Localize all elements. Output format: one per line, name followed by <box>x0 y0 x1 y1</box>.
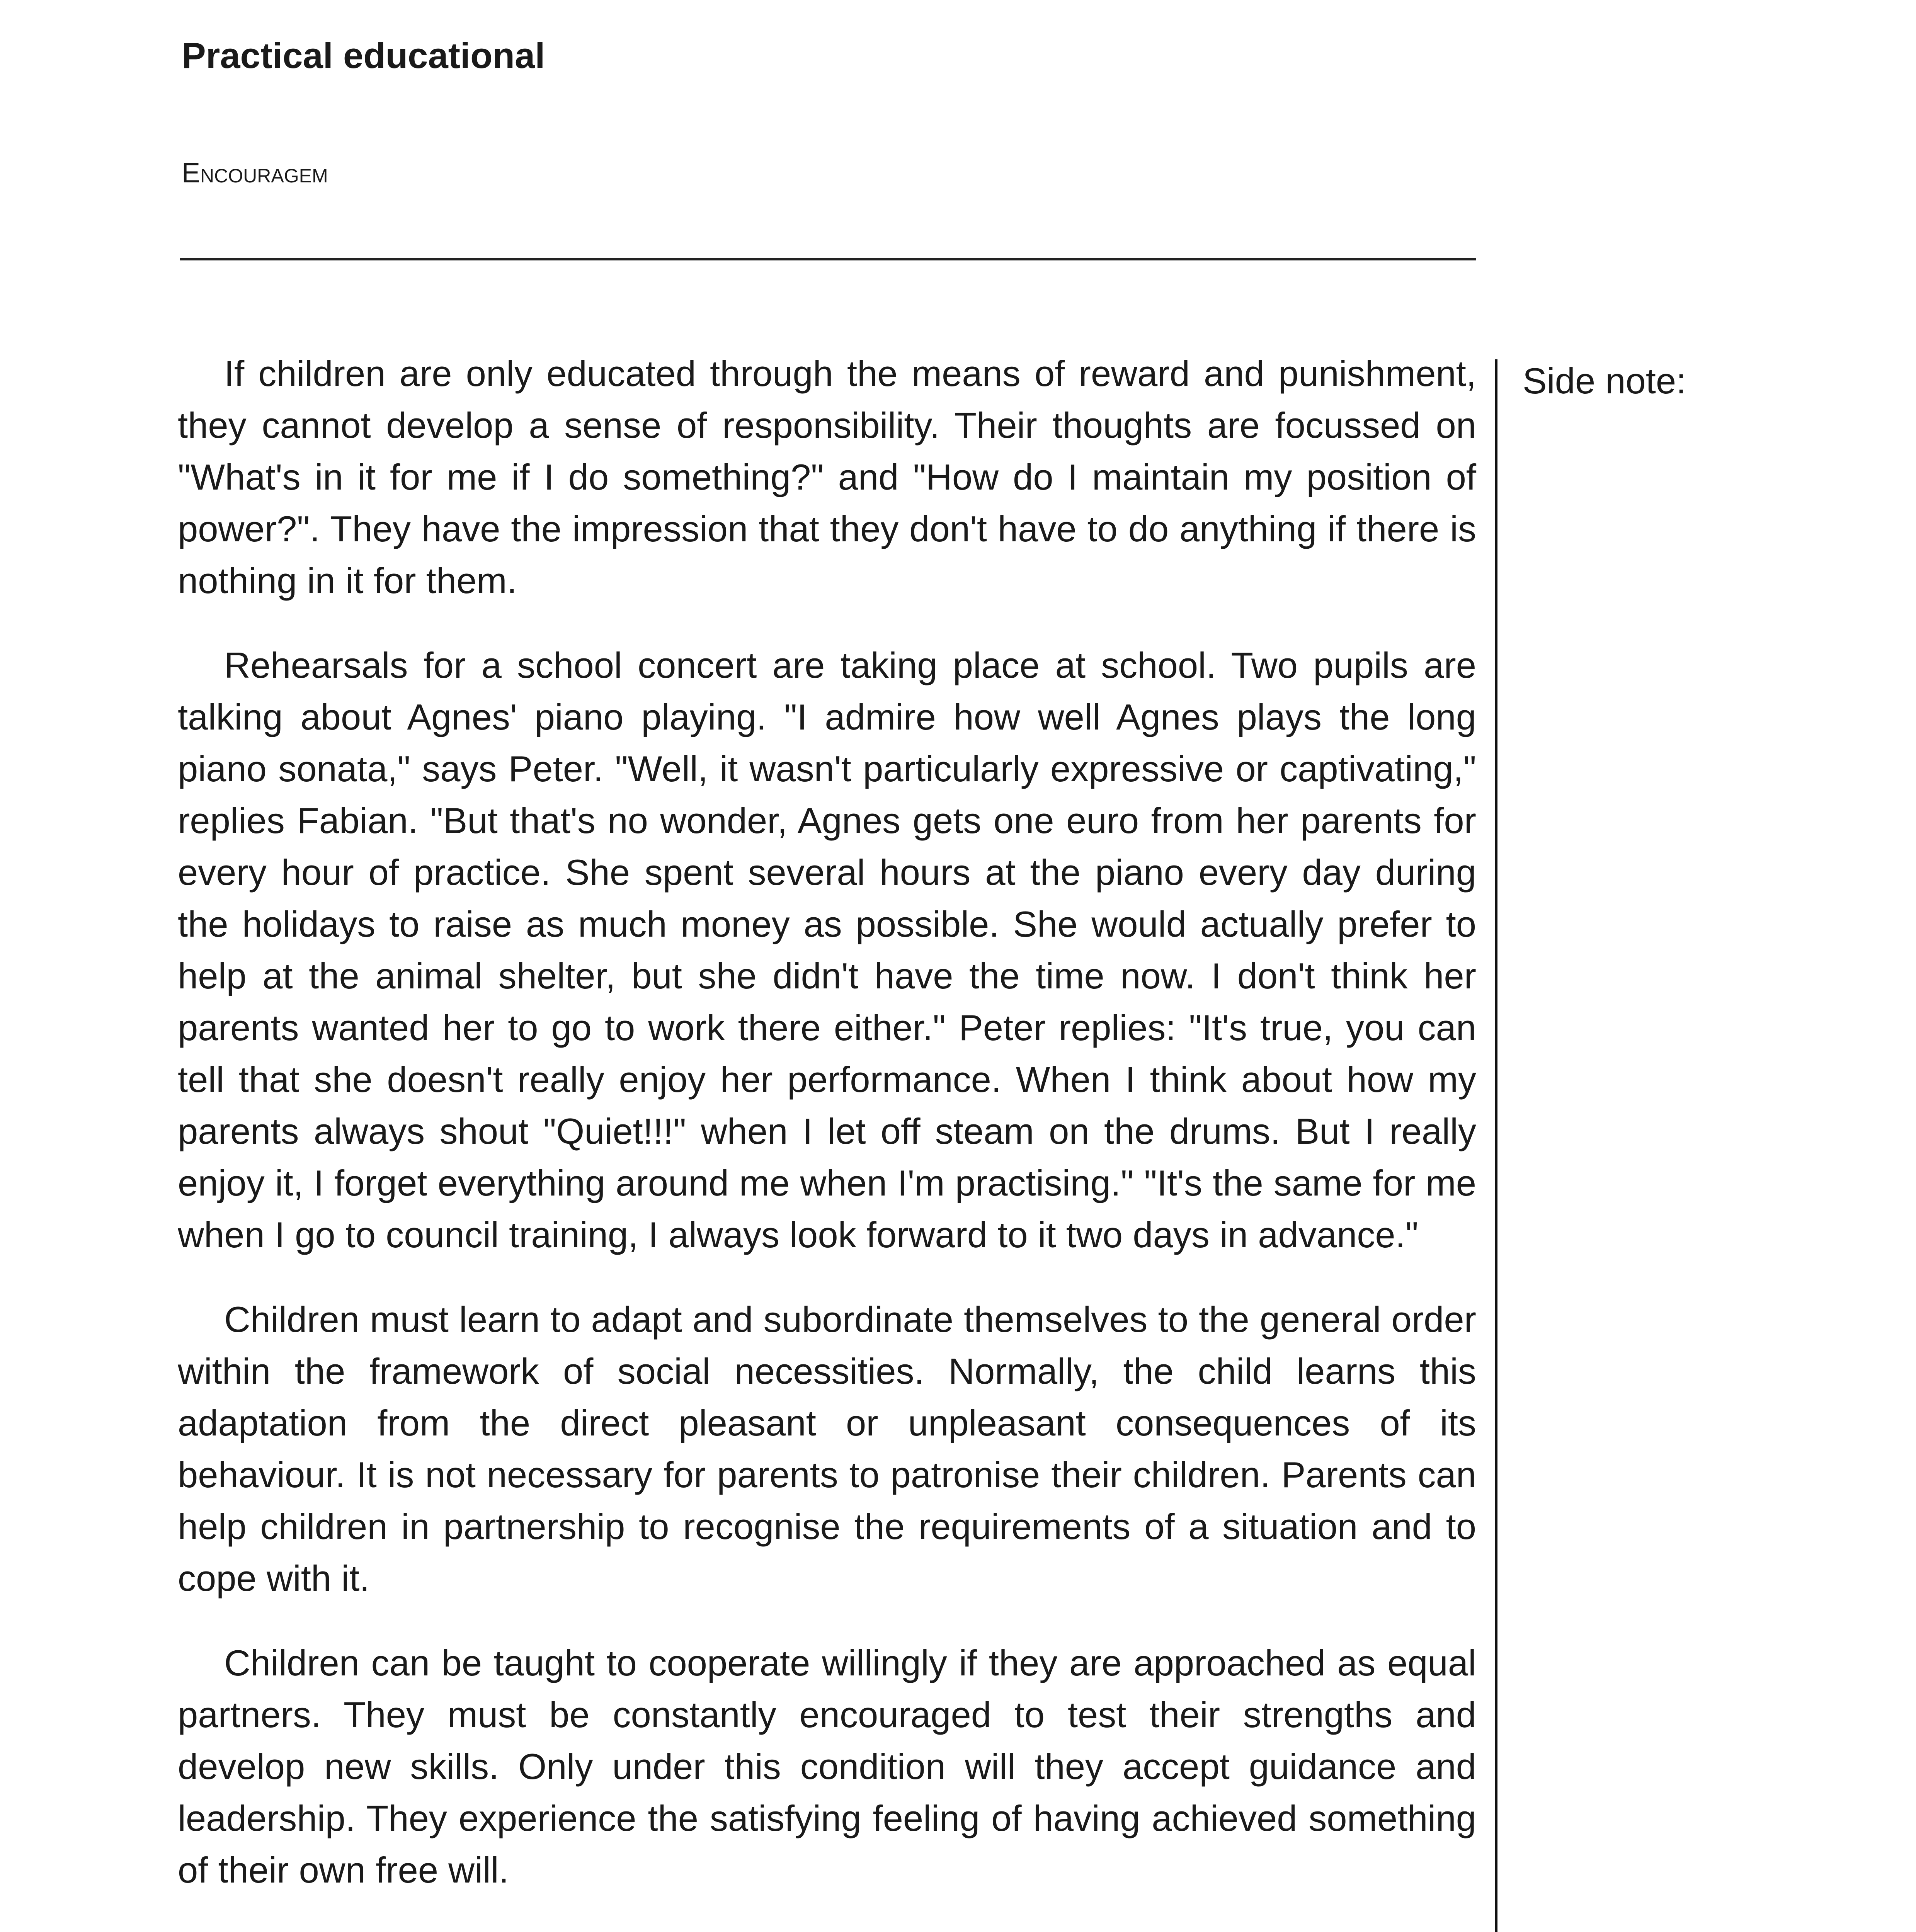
page-header-subtitle: Encouragem <box>182 158 328 189</box>
header-divider <box>180 258 1476 260</box>
paragraph-2: Rehearsals for a school concert are taking place at school. Two pupils are talking about Agnes' piano playing. "I admire how well Agnes plays the long piano sonata," says Peter. "Well, it wasn't particularly expressive or captivating," replies Fabian. "But that's no wonder, Agnes gets one euro from her parents for every hour of practice. She spent several hours at the piano every day during the holidays to raise as much money as possible. She would actually prefer to help at the animal shelter, but she didn't have the time now. I don't think her parents wanted her to go to work there either." Peter replies: "It's true, you can tell that she doesn't really enjoy her performance. When I think about how my parents always shout "Quiet!!!" when I let off steam on the drums. But I really enjoy it, I forget everything around me when I'm practising." "It's the same for me when I go to council training, I always look forward to it two days in advance." <box>178 645 1476 1255</box>
paragraph-4: Children can be taught to cooperate willingly if they are approached as equal partners. They must be constantly encouraged to test their strengths and develop new skills. Only under this condition will they accept guidance and leadership. They experience the satisfying feeling of having achieved something of their own free will. <box>178 1643 1476 1890</box>
side-note-divider <box>1495 359 1497 1932</box>
main-text <box>178 348 1476 1932</box>
side-note-label: Side note: <box>1523 361 1686 401</box>
paragraph-1: If children are only educated through the means of reward and punishment, they cannot develop a sense of responsibility. Their thoughts are focussed on "What's in it for me if I do something?" and "How do I maintain my position of power?". They have the impression that they don't have to do anything if there is nothing in it for them. <box>178 353 1476 601</box>
paragraph-3: Children must learn to adapt and subordinate themselves to the general order within the framework of social necessities. Normally, the child learns this adaptation from the direct pleasant or unpleasant consequences of its behaviour. It is not necessary for parents to patronise their children. Parents can help children in partnership to recognise the requirements of a situation and to cope with it. <box>178 1299 1476 1599</box>
page-header-title: Practical educational <box>182 35 545 76</box>
paragraph-5 <box>178 1929 1476 1932</box>
